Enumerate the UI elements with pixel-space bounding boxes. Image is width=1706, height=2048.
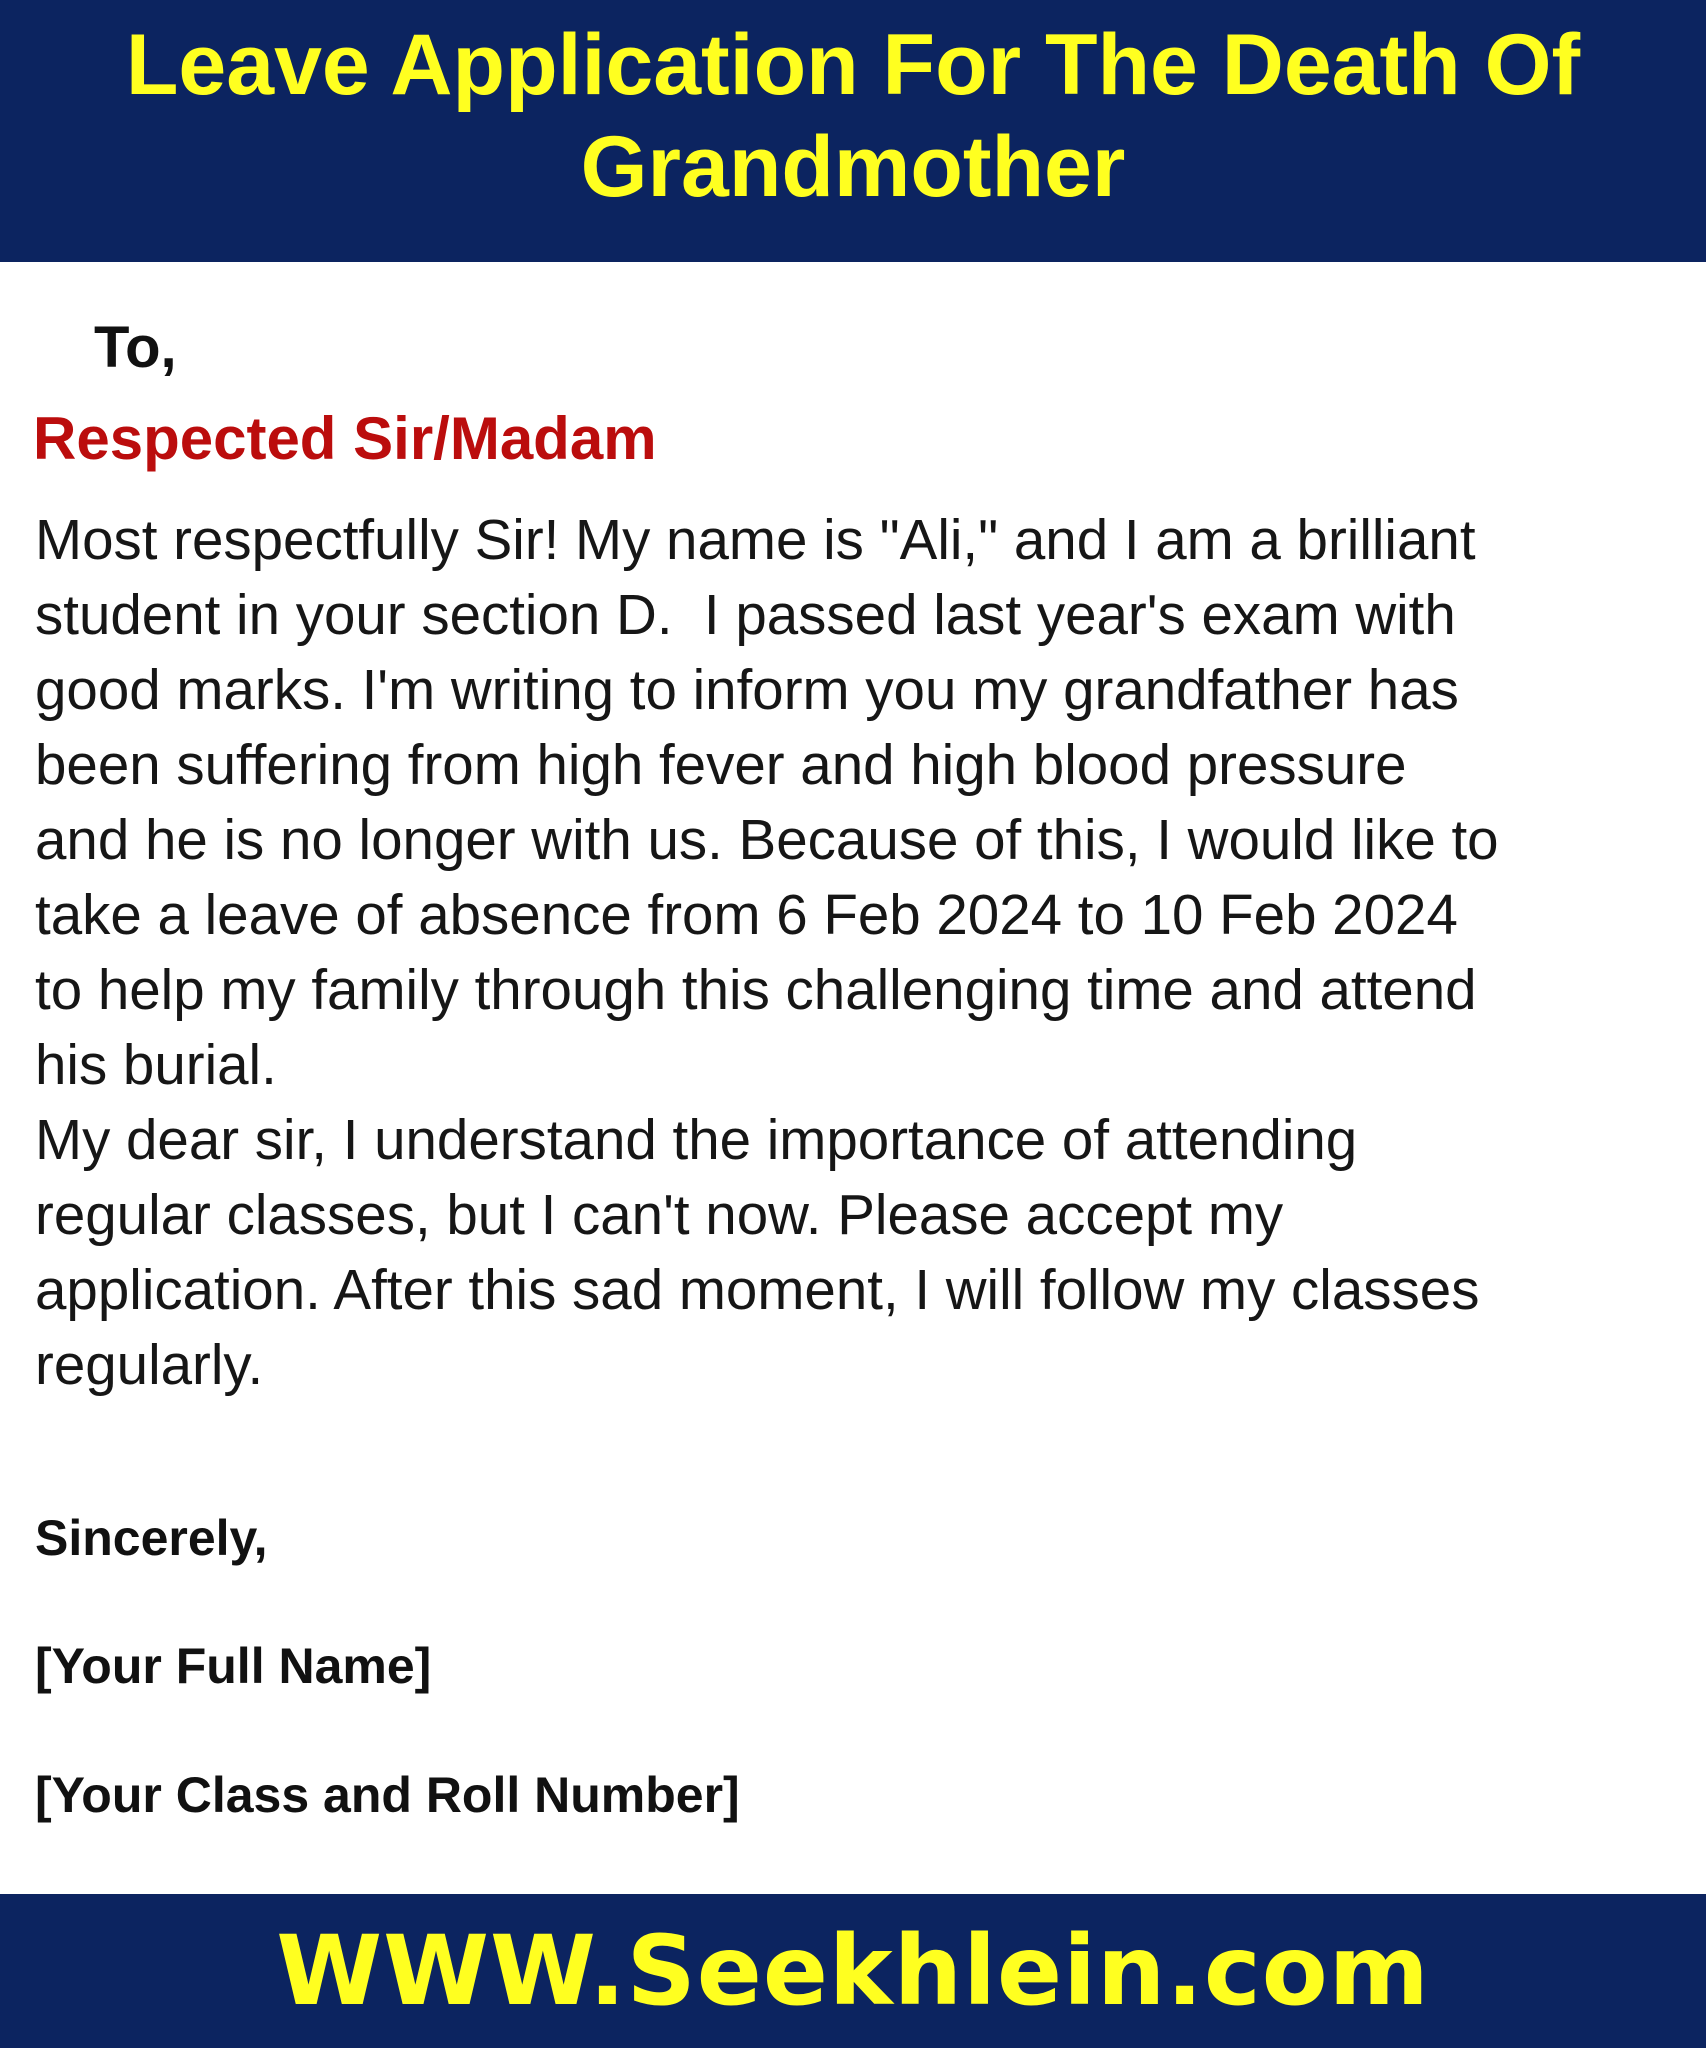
paragraph-1-line: been suffering from high fever and high blood pressure: [35, 733, 1407, 796]
page-title: [0, 14, 1706, 218]
letter-text: [35, 502, 1695, 1402]
paragraph-2-line: regularly.: [35, 1333, 264, 1396]
paragraph-1-line: to help my family through this challenging time and attend: [35, 958, 1477, 1021]
paragraph-1-line: Most respectfully Sir! My name is "Ali," and I am a brilliant: [35, 508, 1476, 571]
footer-banner: [0, 1894, 1706, 2048]
signature-name-placeholder: [Your Full Name]: [35, 1638, 432, 1694]
paragraph-1-line: his burial.: [35, 1033, 277, 1096]
paragraph-1-line: and he is no longer with us. Because of this, I would like to: [35, 808, 1499, 871]
title-banner: [0, 0, 1706, 262]
page-title-line-1: Leave Application For The Death Of: [125, 17, 1581, 113]
paragraph-2-line: My dear sir, I understand the importance of attending: [35, 1108, 1358, 1171]
letter-body: [0, 262, 1706, 1894]
page-title-line-2: Grandmother: [580, 119, 1126, 215]
paragraph-1-line: take a leave of absence from 6 Feb 2024 to 10 Feb 2024: [35, 883, 1458, 946]
signature-class-placeholder: [Your Class and Roll Number]: [35, 1767, 740, 1823]
paragraph-1-line: student in your section D. I passed last year's exam with: [35, 583, 1456, 646]
paragraph-1-line: good marks. I'm writing to inform you my grandfather has: [35, 658, 1459, 721]
website-url: WWW.Seekhlein.com: [276, 1915, 1430, 2027]
paragraph-2-line: regular classes, but I can't now. Please accept my: [35, 1183, 1284, 1246]
closing: Sincerely,: [35, 1510, 268, 1566]
paragraph-2-line: application. After this sad moment, I will follow my classes: [35, 1258, 1480, 1321]
recipient-line: To,: [94, 315, 177, 380]
salutation: Respected Sir/Madam: [33, 405, 657, 472]
